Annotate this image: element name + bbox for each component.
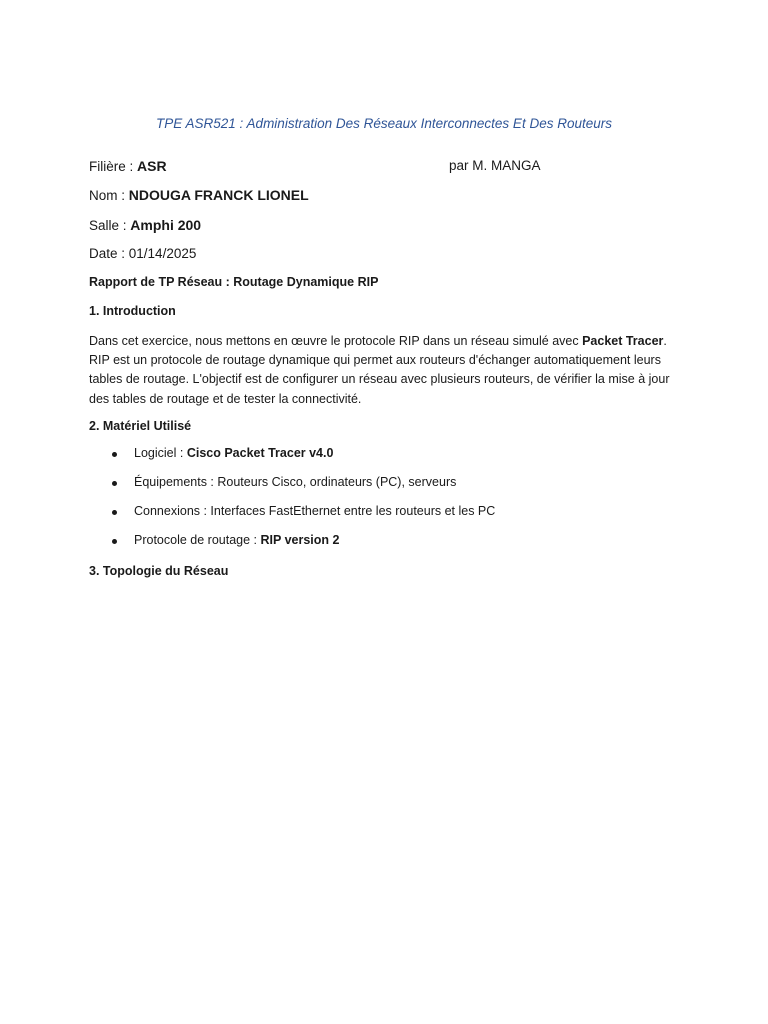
author-line: par M. MANGA — [449, 158, 541, 173]
report-title: Rapport de TP Réseau : Routage Dynamique RIP — [89, 275, 379, 289]
date-line — [89, 246, 196, 261]
list-item — [110, 533, 495, 562]
bullet-icon — [112, 539, 117, 544]
materials-list — [110, 446, 495, 562]
bullet-icon — [112, 481, 117, 486]
filiere-value: ASR — [137, 158, 167, 174]
material-label: Protocole de routage : — [134, 533, 261, 547]
introduction-paragraph — [89, 332, 681, 409]
material-label: Connexions : Interfaces FastEthernet entre les routeurs et les PC — [134, 504, 496, 518]
intro-text-part-2: . RIP est un protocole de routage dynamique qui permet aux routeurs d'échanger automatiquement leurs tables de routage. L'objectif est de configurer un réseau avec plusieurs routeurs, de vérifier la mise à jour des tables de routage et de tester la connectivité. — [89, 334, 670, 406]
section-materiel-heading: 2. Matériel Utilisé — [89, 419, 192, 433]
filiere-label: Filière : — [89, 159, 138, 174]
list-item — [110, 446, 495, 475]
salle-label: Salle : — [89, 218, 131, 233]
nom-value: NDOUGA FRANCK LIONEL — [128, 187, 309, 203]
date-value: 01/14/2025 — [128, 246, 197, 261]
salle-value: Amphi 200 — [130, 217, 202, 233]
bullet-icon — [112, 510, 117, 515]
material-bold: Cisco Packet Tracer v4.0 — [186, 446, 334, 460]
nom-label: Nom : — [89, 188, 129, 203]
intro-bold-packet-tracer: Packet Tracer — [582, 334, 664, 348]
salle-line — [89, 217, 201, 233]
material-bold: RIP version 2 — [260, 533, 340, 547]
nom-line — [89, 187, 309, 203]
section-introduction-heading: 1. Introduction — [89, 304, 176, 318]
intro-text-part-1: Dans cet exercice, nous mettons en œuvre le protocole RIP dans un réseau simulé avec — [89, 334, 583, 348]
bullet-icon — [112, 452, 117, 457]
date-label: Date : — [89, 246, 129, 261]
material-label: Logiciel : — [134, 446, 187, 460]
material-label: Équipements : Routeurs Cisco, ordinateurs (PC), serveurs — [134, 475, 457, 489]
list-item — [110, 475, 495, 504]
document-title: TPE ASR521 : Administration Des Réseaux Interconnectes Et Des Routeurs — [156, 116, 612, 131]
section-topologie-heading: 3. Topologie du Réseau — [89, 564, 229, 578]
list-item — [110, 504, 495, 533]
filiere-line — [89, 158, 167, 174]
